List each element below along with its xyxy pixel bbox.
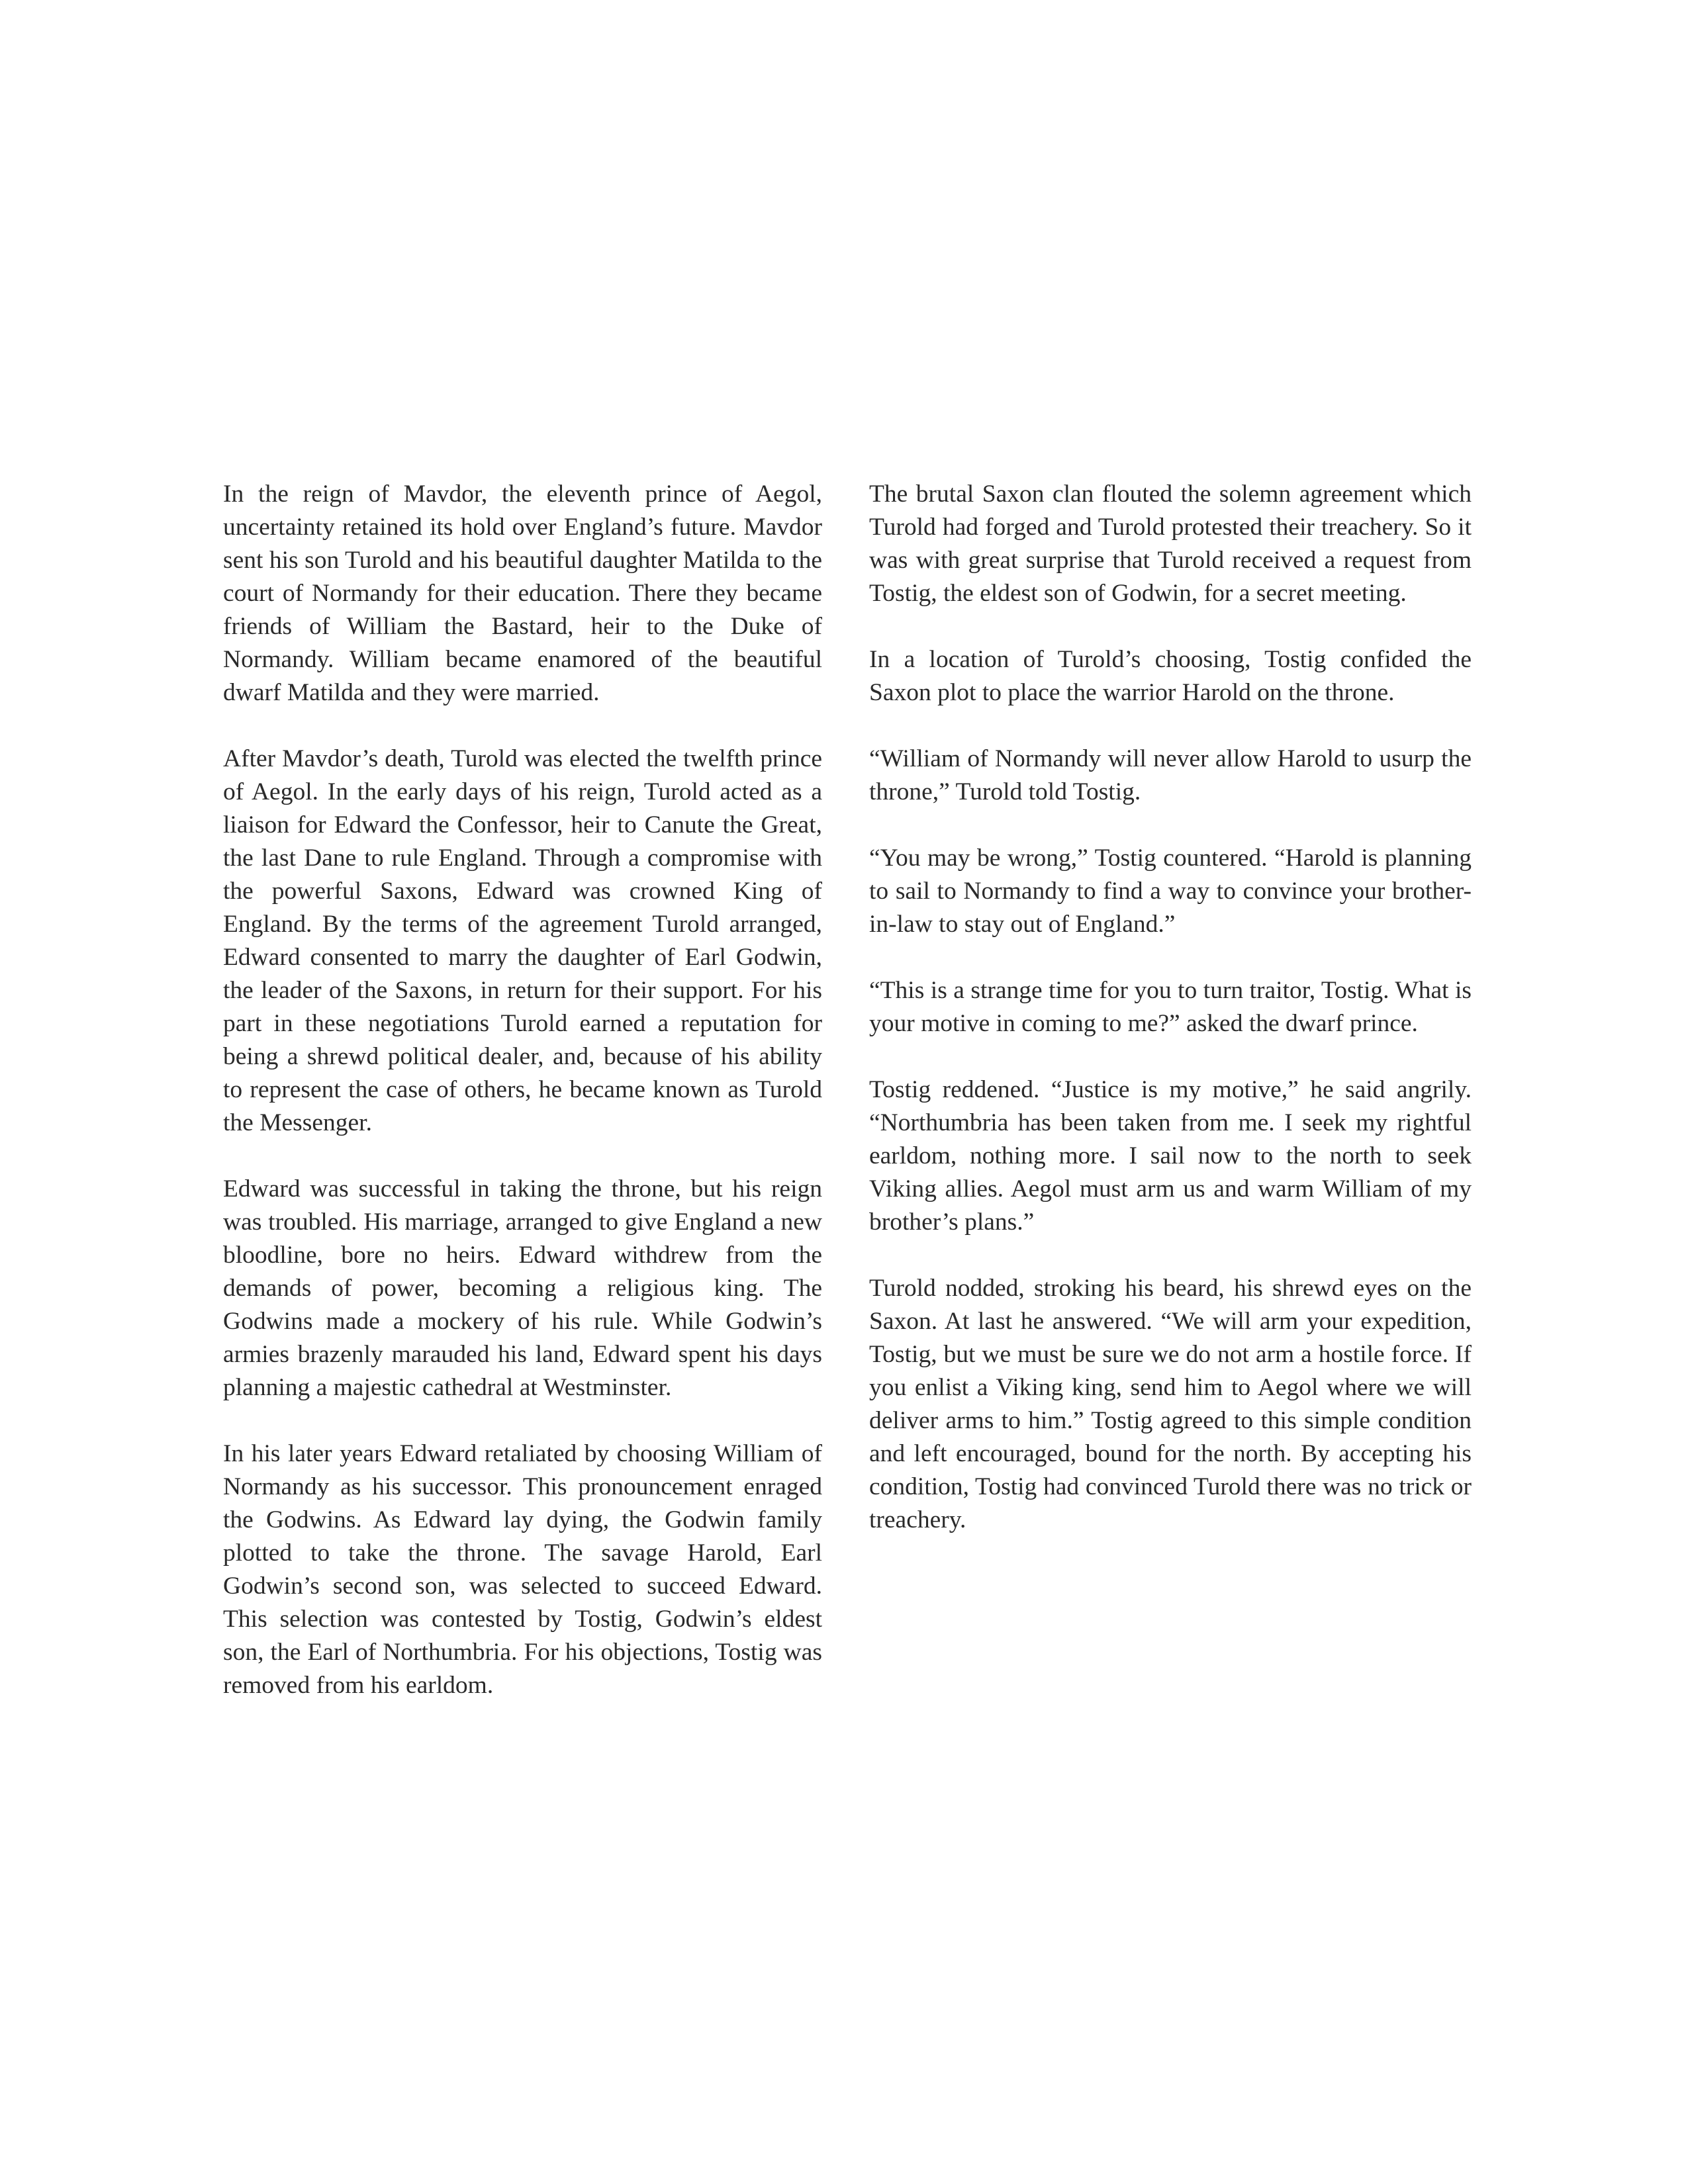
paragraph: Edward was successful in taking the throne, but his reign was troubled. His marriage, arranged to give England a new bloodline, bore no heirs. Edward withdrew from the demands of power, becoming a religious king. The Godwins made a mockery of his rule. While Godwin’s armies brazenly marauded his land, Edward spent his days planning a majestic cathedral at Westminster.	[223, 1175, 822, 1401]
paragraph: The brutal Saxon clan flouted the solemn agreement which Turold had forged and Turold protested their treachery. So it was with great surprise that Turold received a request from Tostig, the eldest son of Godwin, for a secret meeting.	[869, 480, 1472, 607]
paragraph: “This is a strange time for you to turn traitor, Tostig. What is your motive in coming to me?” asked the dwarf prince.	[869, 977, 1472, 1037]
paragraph: Tostig reddened. “Justice is my motive,” he said angrily. “Northumbria has been taken from me. I seek my rightful earldom, nothing more. I sail now to the north to seek Viking allies. Aegol must arm us and warm William of my brother’s plans.”	[869, 1076, 1472, 1236]
paragraph: After Mavdor’s death, Turold was elected the twelfth prince of Aegol. In the early days of his reign, Turold acted as a liaison for Edward the Confessor, heir to Canute the Great, the last Dane to rule England. Through a compromise with the powerful Saxons, Edward was crowned King of England. By the terms of the agreement Turold arranged, Edward consented to marry the daughter of Earl Godwin, the leader of the Saxons, in return for their support. For his part in these negotiations Turold earned a reputation for being a shrewd political dealer, and, because of his ability to represent the case of others, he became known as Turold the Messenger.	[223, 745, 822, 1136]
paragraph: In a location of Turold’s choosing, Tostig confided the Saxon plot to place the warrior Harold on the throne.	[869, 646, 1472, 706]
paragraph: Turold nodded, stroking his beard, his shrewd eyes on the Saxon. At last he answered. “We will arm your expedition, Tostig, but we must be sure we do not arm a hostile force. If you enlist a Viking king, send him to Aegol where we will deliver arms to him.” Tostig agreed to this simple condition and left encouraged, bound for the north. By accepting his condition, Tostig had convinced Turold there was no trick or treachery.	[869, 1275, 1472, 1533]
paragraph: “You may be wrong,” Tostig countered. “Harold is planning to sail to Normandy to find a way to convince your brother-in-law to stay out of England.”	[869, 844, 1472, 938]
left-text-column	[223, 478, 822, 1702]
paragraph: In the reign of Mavdor, the eleventh prince of Aegol, uncertainty retained its hold over England’s future. Mavdor sent his son Turold and his beautiful daughter Matilda to the court of Normandy for their education. There they became friends of William the Bastard, heir to the Duke of Normandy. William became enamored of the beautiful dwarf Matilda and they were married.	[223, 480, 822, 706]
paragraph: In his later years Edward retaliated by choosing William of Normandy as his successor. This pronouncement enraged the Godwins. As Edward lay dying, the Godwin family plotted to take the throne. The savage Harold, Earl Godwin’s second son, was selected to succeed Edward. This selection was contested by Tostig, Godwin’s eldest son, the Earl of Northumbria. For his objections, Tostig was removed from his earldom.	[223, 1440, 822, 1699]
right-text-column	[869, 478, 1472, 1537]
paragraph: “William of Normandy will never allow Harold to usurp the throne,” Turold told Tostig.	[869, 745, 1472, 805]
